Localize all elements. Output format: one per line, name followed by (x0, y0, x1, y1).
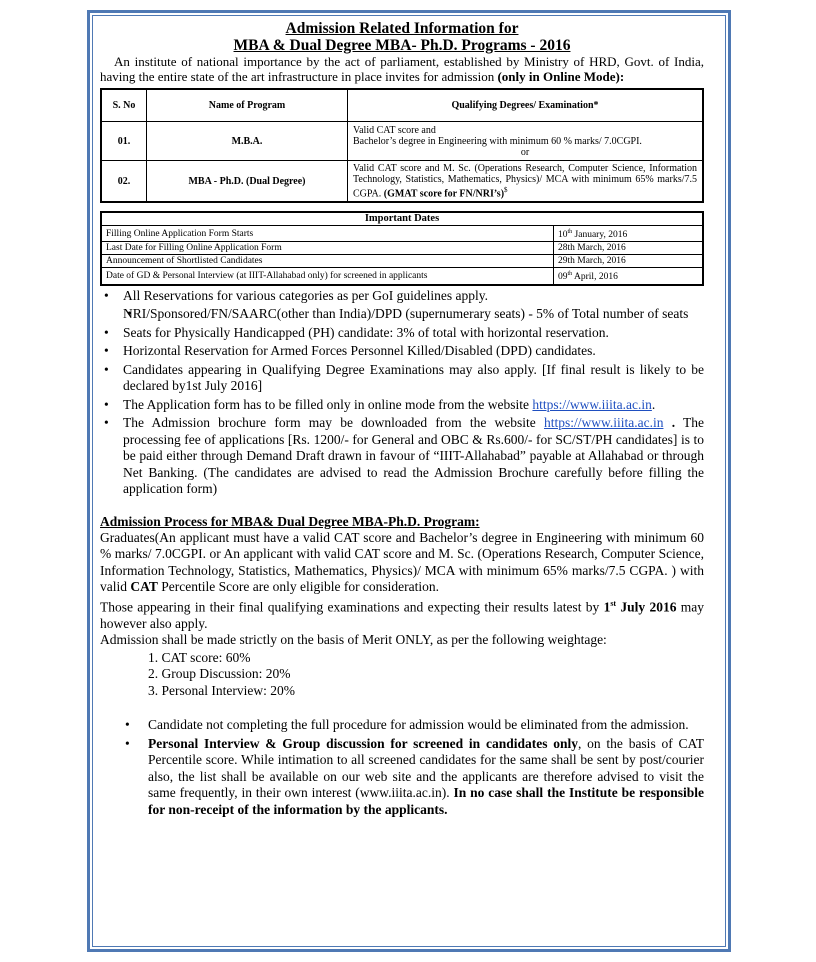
admission-process-section (100, 514, 704, 819)
table-row (101, 268, 703, 285)
date-value: 09th April, 2016 (554, 268, 704, 285)
row-program: M.B.A. (147, 122, 348, 161)
website-link[interactable]: https://www.iiita.ac.in (543, 415, 664, 431)
list-item: 3. Personal Interview: 20% (148, 682, 295, 698)
table-row (101, 242, 703, 255)
qual-line: Valid CAT score and (353, 124, 436, 136)
list-item: • Personal Interview & Group discussion for screened in candidates only, on the basis of CAT Percentile score. While intimation to all screened candidates for the same shall be sent by post/courier also, the list shall be available on our web site and the applicants are therefore advised to visit the same frequently, in their own interest (www.iiita.ac.in). In no case shall the Institute be responsible for non-receipt of the information by the applicants. (100, 736, 704, 819)
qual-text: Valid CAT score and M. Sc. (Operations Research, Computer Science, Information Technology, Statistics, Mathematics, Physics)/ MCA with minimum 65% marks/7.5 CGPA. (353, 163, 697, 200)
list-item: • NRI/Sponsored/FN/SAARC(other than India)/DPD (supernumerary seats) - 5% of Total number of seats (100, 306, 704, 323)
eligibility-paragraph: Graduates(An applicant must have a valid CAT score and Bachelor’s degree in Engineering with minimum 60 % marks/ 7.0CGPI. or An applicant with valid CAT score and M. Sc. (Operations Research, Computer Science, Information Technology, Statistics, Mathematics, Physics)/ MCA with minimum 65% marks/7.5 CGPA. ) with valid CAT Percentile Score are only eligible for consideration. (100, 529, 704, 595)
list-item: 1. CAT score: 60% (148, 649, 251, 665)
document-body (100, 20, 704, 820)
qual-line: Bachelor’s degree in Engineering with minimum 60 % marks/ 7.0CGPI. (353, 135, 642, 147)
list-item: • The Admission brochure form may be downloaded from the website https://www.iiita.ac.in . The processing fee of applications [Rs. 1200/- for General and OBC & Rs.600/- for SC/ST/PH candidates] is to be paid either through Demand Draft drawn in favour of “IIIT-Allahabad” payable at Allahabad or through Net Banking. (The candidates are advised to read the Admission Brochure carefully before filling the application form) (100, 415, 704, 498)
row-no: 02. (101, 161, 147, 203)
date-event: Filling Online Application Form Starts (101, 226, 554, 242)
section-title: Admission Process for MBA& Dual Degree MBA-Ph.D. Program: (100, 513, 480, 529)
website-link[interactable]: https://www.iiita.ac.in (532, 396, 652, 412)
weightage-list (100, 650, 704, 700)
notes-list (100, 717, 704, 818)
final-exam-paragraph: Those appearing in their final qualifying examinations and expecting their results latest by 1st July 2016 may however also apply. (100, 598, 705, 631)
reservation-list (100, 288, 704, 498)
date-value: 29th March, 2016 (554, 255, 704, 268)
list-item: • Horizontal Reservation for Armed Forces Personnel Killed/Disabled (DPD) candidates. (100, 343, 704, 360)
qual-sup: $ (504, 186, 508, 194)
date-value: 10th January, 2016 (554, 226, 704, 242)
list-item: • Candidate not completing the full procedure for admission would be eliminated from the admission. (100, 717, 704, 734)
table-row (101, 161, 703, 203)
row-no: 01. (101, 122, 147, 161)
programs-table (100, 88, 704, 203)
list-item: 2. Group Discussion: 20% (148, 666, 291, 682)
date-event: Date of GD & Personal Interview (at IIIT-Allahabad only) for screened in applicants (101, 268, 554, 285)
title-line-2: MBA & Dual Degree MBA- Ph.D. Programs - 2016 (233, 37, 571, 54)
intro-bold: (only in Online Mode): (497, 68, 625, 84)
intro-text: An institute of national importance by the act of parliament, established by Ministry of HRD, Govt. of India, having the entire state of the art infrastructure in place invites for admission (100, 54, 704, 84)
table-row (101, 255, 703, 268)
list-item: • Candidates appearing in Qualifying Degree Examinations may also apply. [If final result is likely to be declared by1st July 2016] (100, 362, 704, 395)
important-dates-table (100, 211, 704, 285)
dates-title: Important Dates (101, 212, 703, 226)
row-qualifying (348, 161, 704, 203)
list-item: • The Application form has to be filled only in online mode from the website https://www.iiita.ac.in. (100, 397, 704, 414)
list-item: • Seats for Physically Handicapped (PH) candidate: 3% of total with horizontal reservation. (100, 325, 704, 342)
header-qualifying: Qualifying Degrees/ Examination* (348, 89, 704, 122)
list-item: • All Reservations for various categories as per GoI guidelines apply. (100, 288, 704, 305)
qual-bold: (GMAT score for FN/NRI’s) (383, 188, 505, 200)
date-event: Announcement of Shortlisted Candidates (101, 255, 554, 268)
title-line-1: Admission Related Information for (285, 20, 519, 37)
table-row (101, 226, 703, 242)
table-row (101, 122, 703, 161)
row-program: MBA - Ph.D. (Dual Degree) (147, 161, 348, 203)
row-qualifying (348, 122, 704, 161)
merit-paragraph: Admission shall be made strictly on the basis of Merit ONLY, as per the following weightage: (100, 632, 607, 648)
header-program: Name of Program (147, 89, 348, 122)
header-sno: S. No (101, 89, 147, 122)
date-value: 28th March, 2016 (554, 242, 704, 255)
date-event: Last Date for Filling Online Application Form (101, 242, 554, 255)
intro-paragraph (100, 55, 704, 84)
qual-or: or (520, 146, 530, 158)
